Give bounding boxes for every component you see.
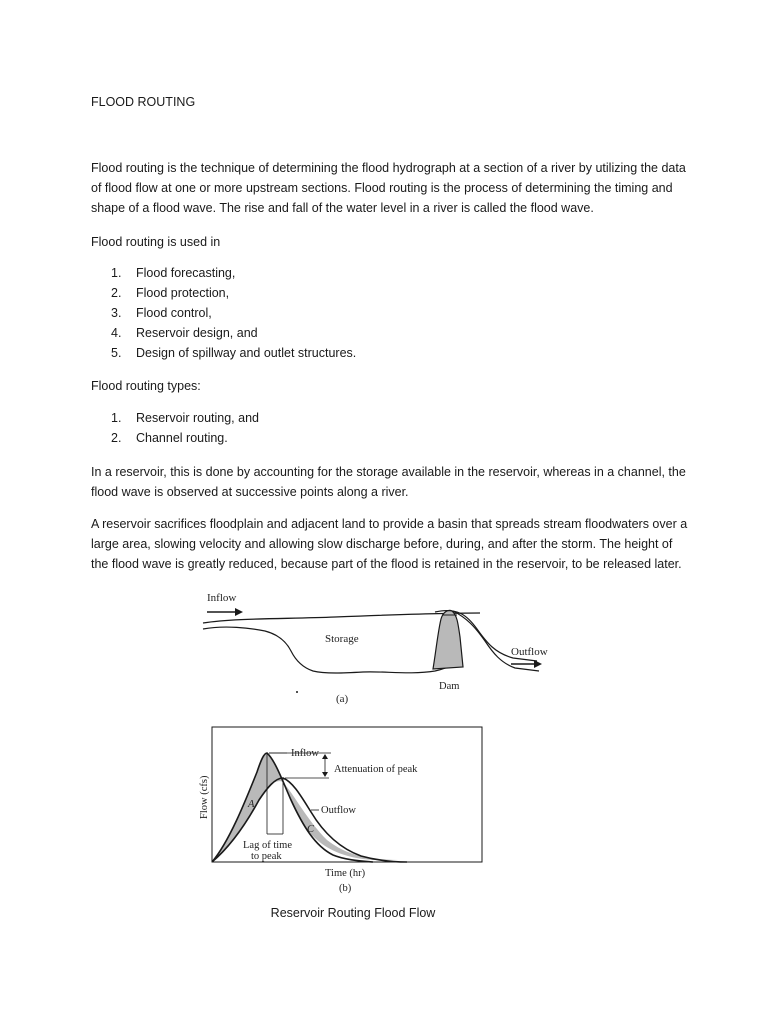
fig-b-y-axis-label: Flow (cfs) bbox=[199, 775, 210, 819]
list-item: 5. Design of spillway and outlet structures. bbox=[111, 346, 357, 360]
attenuation-arrow-icon bbox=[322, 754, 328, 777]
lag-label-line2: to peak bbox=[251, 851, 282, 862]
fig-b-attenuation-label: Attenuation of peak bbox=[334, 764, 418, 775]
outflow-arrow-icon bbox=[511, 660, 542, 668]
list-item: 1. Reservoir routing, and bbox=[111, 411, 259, 425]
list-item: 2. Channel routing. bbox=[111, 431, 228, 445]
fig-b-part-label: (b) bbox=[339, 883, 352, 894]
inflow-arrow-icon bbox=[207, 608, 243, 616]
intro-paragraph: Flood routing is the technique of determining the flood hydrograph at a section of a river by utilizing the data of flood flow at one or more upstream sections. Flood routing is the process of determining the timing and shape of a flood wave. The rise and fall of the water level in a river is called the flood wave. bbox=[91, 161, 686, 215]
uses-list bbox=[111, 263, 356, 363]
figure-a-reservoir-diagram bbox=[195, 585, 565, 710]
document-title: FLOOD ROUTING bbox=[91, 95, 196, 109]
fig-b-x-axis-label: Time (hr) bbox=[325, 868, 366, 879]
list-item: 2. Flood protection, bbox=[111, 286, 230, 300]
types-heading: Flood routing types: bbox=[91, 379, 201, 393]
area-a-label: A bbox=[248, 799, 255, 810]
list-item: 4. Reservoir design, and bbox=[111, 326, 258, 340]
fig-a-storage-label: Storage bbox=[325, 633, 359, 645]
figure-b-hydrograph bbox=[195, 722, 495, 897]
floodplain-paragraph: A reservoir sacrifices floodplain and adjacent land to provide a basin that spreads stream floodwaters over a large area, slowing velocity and allowing slow discharge before, during, and after the storm. The height of the flood wave is greatly reduced, because part of the flood is retained in the reservoir, to be released later. bbox=[91, 517, 688, 571]
fig-b-outflow-label: Outflow bbox=[321, 805, 356, 816]
list-item: 1. Flood forecasting, bbox=[111, 266, 236, 280]
list-item: 3. Flood control, bbox=[111, 306, 212, 320]
types-list bbox=[111, 408, 259, 448]
area-c-label: C bbox=[307, 824, 315, 835]
fig-a-outflow-label: Outflow bbox=[511, 646, 548, 658]
fig-b-inflow-label: Inflow bbox=[291, 748, 319, 759]
uses-heading: Flood routing is used in bbox=[91, 235, 221, 249]
stray-dot bbox=[296, 691, 298, 693]
fig-a-dam-label: Dam bbox=[439, 681, 460, 692]
water-surface-line bbox=[203, 613, 480, 623]
lag-label-line1: Lag of time bbox=[243, 840, 292, 851]
dam-body bbox=[433, 610, 463, 669]
fig-a-inflow-label: Inflow bbox=[207, 592, 237, 604]
figure-caption: Reservoir Routing Flood Flow bbox=[270, 906, 436, 920]
spillway-line-lower bbox=[453, 611, 539, 671]
fig-a-part-label: (a) bbox=[336, 693, 349, 705]
reservoir-paragraph: In a reservoir, this is done by accounting for the storage available in the reservoir, whereas in a channel, the flood wave is observed at successive points along a river. bbox=[91, 465, 686, 499]
